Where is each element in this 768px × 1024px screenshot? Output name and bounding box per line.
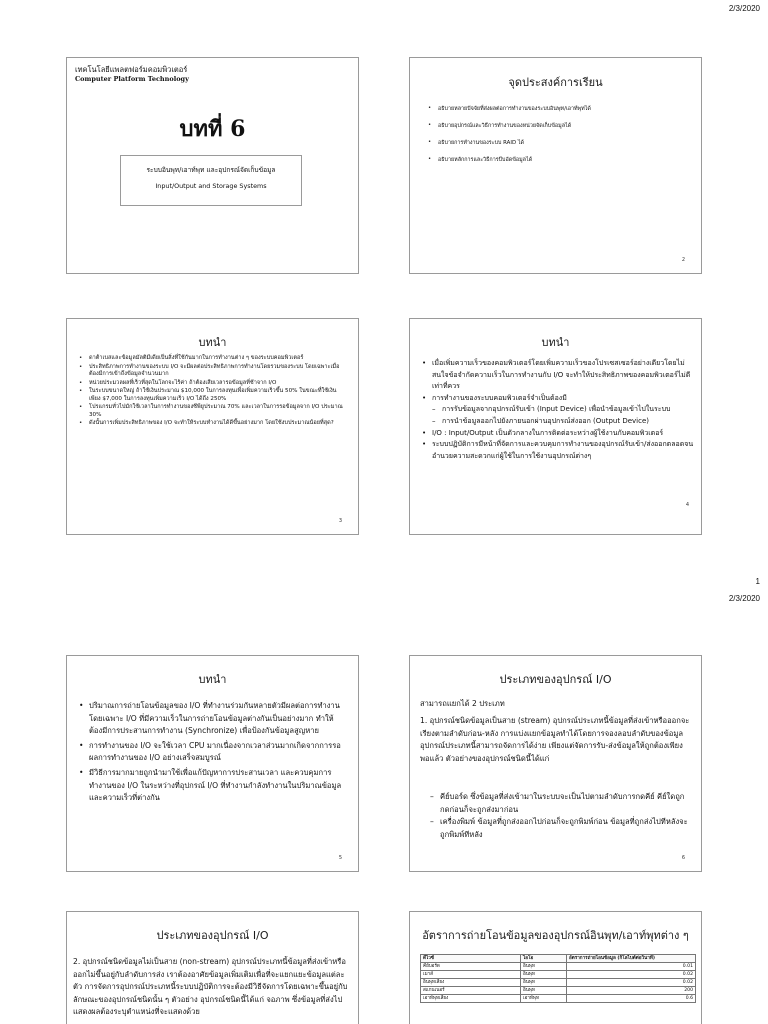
slide-3-intro <box>66 318 359 535</box>
list-item: • ดาต้าเบสและข้อมูลมัลติมีเดียเป็นสิ่งที่ใช้กันมากในการทำงานต่าง ๆ ของระบบคอมพิวเตอร์ <box>79 355 347 362</box>
slide-number: 4 <box>685 502 689 508</box>
list-item: • ปริมาณการถ่ายโอนข้อมูลของ I/O ที่ทำงานร่วมกันหลายตัวมีผลต่อการทำงาน โดยเฉพาะ I/O ที่มีความเร็วในการถ่ายโอนข้อมูลต่างกันเป็นอย่างมาก ทำให้ต้องมีการประสานการทำงาน (Synchronize) เพื่อป้องกันข้อมูลสูญหาย <box>79 700 345 738</box>
slide-title: ประเภทของอุปกรณ์ I/O <box>499 673 612 686</box>
list-item: – การนำข้อมูลออกไปยังภายนอกผ่านอุปกรณ์ส่งออก (Output Device) <box>422 416 694 428</box>
type-2-text: 2. อุปกรณ์ชนิดข้อมูลไม่เป็นสาย (non-stream) อุปกรณ์ประเภทนี้ข้อมูลที่ส่งเข้าหรือออกไม่ขึ้นอยู่กับลำดับการส่ง เราต้องอาศัยข้อมูลเพิ่มเติมเพื่อที่จะแยกแยะข้อมูลแต่ละตัว การจัดการอุปกรณ์ประเภทนี้ระบบปฏิบัติการจะต้องมีวิธีจัดการโดยเฉพาะขึ้นอยู่กับลักษณะของอุปกรณ์ชนิดนั้น ๆ ตัวอย่าง อุปกรณ์ชนิดนี้ได้แก่ จอภาพ ซึ่งข้อมูลที่ส่งไปแสดงผลต้องระบุตำแหน่งที่จะแสดงด้วย <box>73 957 348 1017</box>
slide-title: ประเภทของอุปกรณ์ I/O <box>156 929 269 942</box>
list-item: • อธิบายอุปกรณ์และวิธีการทำงานของหน่วยจัดเก็บข้อมูลได้ <box>428 122 690 130</box>
page-date-top: 2/3/2020 <box>728 4 760 13</box>
slide-4-intro <box>409 318 702 535</box>
table-cell: 200 <box>567 987 696 995</box>
slide-number: 5 <box>338 855 342 861</box>
table-cell: 0.02 <box>567 979 696 987</box>
list-item: – คีย์บอร์ด ซึ่งข้อมูลที่ส่งเข้ามาในระบบจะเป็นไปตามลำดับการกดคีย์ คีย์ใดถูกกดก่อนก็จะถูกส่งมาก่อน <box>420 791 692 816</box>
table-cell: อินพุท <box>521 987 567 995</box>
intro-list <box>79 355 347 429</box>
slide-title: บทนำ <box>541 336 570 349</box>
type-1-text: 1. อุปกรณ์ชนิดข้อมูลเป็นสาย (stream) อุปกรณ์ประเภทนี้ข้อมูลที่ส่งเข้าหรือออกจะเรียงตามลำดับก่อน-หลัง การแบ่งแยกข้อมูลทำได้โดยการจองลอบลำดับของข้อมูล อุปกรณ์ประเภทนี้สามารถจัดการได้ง่าย เพียงแต่จัดการรับ-ส่งข้อมูลให้ถูกต้องเพียงพอแล้ว ตัวอย่างของอุปกรณ์ชนิดนี้ได้แก่ <box>420 716 690 763</box>
table-row <box>421 987 696 995</box>
table-row <box>421 971 696 979</box>
table-cell: อินพุท <box>521 963 567 971</box>
intro-list <box>79 700 345 805</box>
table-row <box>421 995 696 1003</box>
table-row <box>421 963 696 971</box>
slide-5-intro <box>66 655 359 872</box>
list-item: – เครื่องพิมพ์ ข้อมูลที่ถูกส่งออกไปก่อนก็จะถูกพิมพ์ก่อน ข้อมูลที่ถูกส่งไปทีหลังจะถูกพิมพ์ทีหลัง <box>420 816 692 841</box>
table-cell: 0.6 <box>567 995 696 1003</box>
list-item: • I/O : Input/Output เป็นตัวกลางในการติดต่อระหว่างผู้ใช้งานกับคอมพิวเตอร์ <box>422 428 694 440</box>
subtitle-thai: ระบบอินพุท/เอาท์พุท และอุปกรณ์จัดเก็บข้อมูล <box>146 166 276 174</box>
course-name-en: Computer Platform Technology <box>75 75 189 83</box>
transfer-rate-table <box>420 954 696 1003</box>
slide-7-io-types <box>66 911 359 1024</box>
list-item: • การทำงานของระบบคอมพิวเตอร์จำเป็นต้องมี <box>422 393 694 405</box>
list-item: • ประสิทธิภาพการทำงานของระบบ I/O จะมีผลต่อประสิทธิภาพการทำงานโดยรวมของระบบ โดยเฉพาะเมื่อต้องมีการเข้าถึงข้อมูลจำนวนมาก <box>79 364 347 379</box>
list-item: • การทำงานของ I/O จะใช้เวลา CPU มากเนื่องจากเวลาส่วนมากเกิดจากการรอผลการทำงานของ I/O อย่างเสร็จสมบูรณ์ <box>79 740 345 765</box>
list-item: • หน่วยประมวลผลที่เร็วที่สุดในโลกจะไร้ค่า ถ้าต้องเสียเวลารอข้อมูลที่ช้าจาก I/O <box>79 380 347 387</box>
table-cell: อินพุท <box>521 971 567 979</box>
table-cell: คีย์บอร์ด <box>421 963 521 971</box>
table-cell: 0.01 <box>567 963 696 971</box>
table-cell: อินพุท <box>521 979 567 987</box>
table-cell: สแกนเนอร์ <box>421 987 521 995</box>
list-item: • อธิบายการทำงานของระบบ RAID ได้ <box>428 139 690 147</box>
slide-number: 3 <box>338 518 342 524</box>
slide-title: บทนำ <box>198 673 227 686</box>
table-cell: เมาส์ <box>421 971 521 979</box>
examples-list <box>420 791 692 841</box>
slide-1-title <box>66 57 359 274</box>
table-cell: 0.02 <box>567 971 696 979</box>
slide-title: อัตราการถ่ายโอนข้อมูลของอุปกรณ์อินพุท/เอาท์พุทต่าง ๆ <box>422 929 689 942</box>
page-date-second: 2/3/2020 <box>728 594 760 603</box>
table-cell: เอาท์พุท <box>521 995 567 1003</box>
list-item: • ดังนั้นการเพิ่มประสิทธิภาพของ I/O จะทำให้ระบบทำงานได้ดีขึ้นอย่างมาก โดยใช้งบประมาณน้อยที่สุด? <box>79 420 347 427</box>
intro-text: สามารถแยกได้ 2 ประเภท <box>420 699 505 708</box>
subtitle-en: Input/Output and Storage Systems <box>155 182 267 190</box>
slide-title: บทนำ <box>198 336 227 349</box>
slide-2-objectives <box>409 57 702 274</box>
slide-6-io-types <box>409 655 702 872</box>
objectives-list <box>428 105 690 164</box>
list-item: • อธิบายหลายปัจจัยที่ส่งผลต่อการทำงานของระบบอินพุท/เอาท์พุทได้ <box>428 105 690 113</box>
slide-number: 6 <box>681 855 685 861</box>
list-item: • อธิบายหลักการและวิธีการบีบอัดข้อมูลได้ <box>428 156 690 164</box>
slide-number: 2 <box>681 257 685 263</box>
list-item: • ในระบบขนาดใหญ่ ถ้าใช้เงินประมาณ $10,000 ในการลงทุนเพื่อเพิ่มความเร็วขึ้น 50% ในขณะที่ใช้เงินเพียง $7,000 ในการลงทุนเพิ่มความเร็ว I/O ได้ถึง 250% <box>79 388 347 403</box>
list-item: • ระบบปฏิบัติการมีหน้าที่จัดการและควบคุมการทำงานของอุปกรณ์รับเข้า/ส่งออกตลอดจนอำนวยความสะดวกแก่ผู้ใช้ในการใช้งานอุปกรณ์ต่างๆ <box>422 439 694 462</box>
column-header: อัตราการถ่ายโอนข้อมูล (กิโลไบต์ต่อวินาที) <box>567 955 696 963</box>
slide-title: จุดประสงค์การเรียน <box>508 76 603 89</box>
list-item: • เมื่อเพิ่มความเร็วของคอมพิวเตอร์โดยเพิ่มความเร็วของโปรเซสเซอร์อย่างเดียวโดยไม่สนใจข้อจำกัดความเร็วในการทำงานกับ I/O จะทำให้ประสิทธิภาพของคอมพิวเตอร์ไม่ดีเท่าที่ควร <box>422 358 694 393</box>
table-row <box>421 979 696 987</box>
page-number: 1 <box>755 577 760 586</box>
subtitle-box <box>120 155 302 206</box>
table-cell: เอาท์พุทเสียง <box>421 995 521 1003</box>
column-header: ไอโอ <box>521 955 567 963</box>
chapter-title: บทที่ 6 <box>179 116 246 142</box>
table-header-row <box>421 955 696 963</box>
list-item: – การรับข้อมูลจากอุปกรณ์รับเข้า (Input Device) เพื่อนำข้อมูลเข้าไปในระบบ <box>422 404 694 416</box>
column-header: ดีไวซ์ <box>421 955 521 963</box>
slide-8-transfer-rates <box>409 911 702 1024</box>
intro-list <box>422 358 694 462</box>
table-cell: อินพุทเสียง <box>421 979 521 987</box>
course-name-thai: เทคโนโลยีแพลตฟอร์มคอมพิวเตอร์ <box>75 65 188 74</box>
list-item: • มีวิธีการมากมายถูกนำมาใช้เพื่อแก้ปัญหาการประสานเวลา และควบคุมการทำงานของ I/O ในระหว่างที่อุปกรณ์ I/O ที่ทำงานกำลังทำงานในปริมาณข้อมูลและความเร็วที่ต่างกัน <box>79 767 345 805</box>
list-item: • โปรแกรมทั่วไปมักใช้เวลาในการทำงานของซีพียูประมาณ 70% และเวลาในการรอข้อมูลจาก I/O ประมาณ 30% <box>79 404 347 419</box>
